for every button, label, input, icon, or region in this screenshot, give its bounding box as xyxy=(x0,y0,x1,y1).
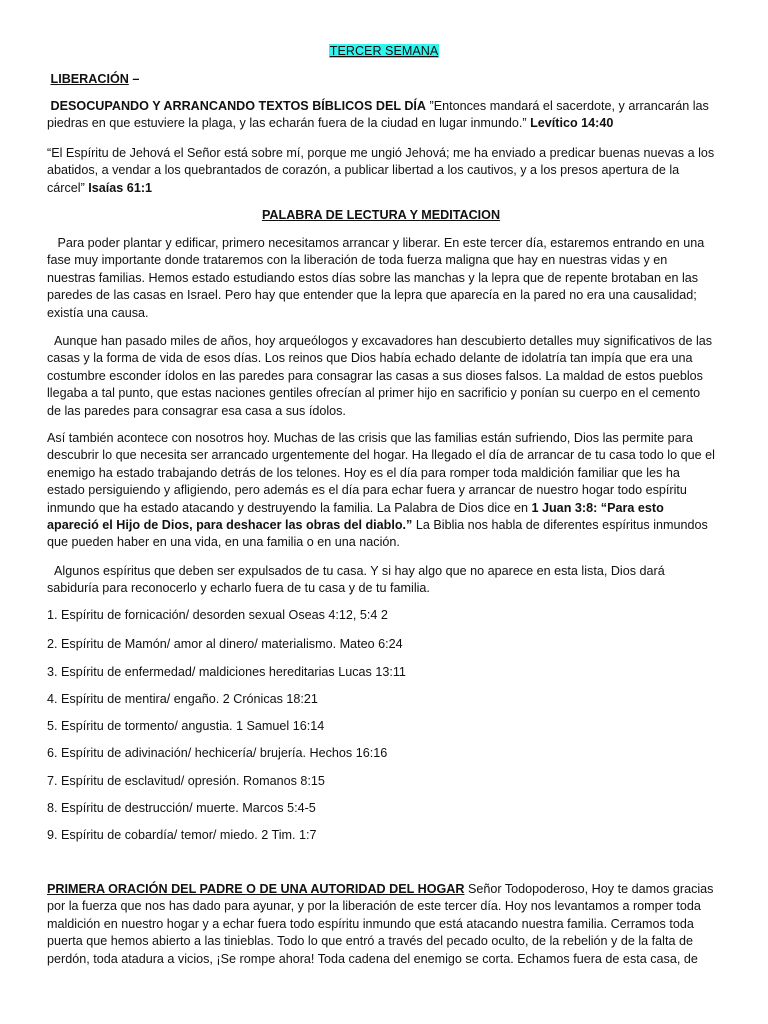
list-item: 6. Espíritu de adivinación/ hechicería/ brujería. Hechos 16:16 xyxy=(47,746,388,760)
liberacion-label: LIBERACIÓN xyxy=(50,72,129,86)
crisis-text-end: La Biblia nos habla de diferentes espíritus inmundos que pueden haber en una vida, en una familia o en una nación. xyxy=(47,518,708,550)
heading-liberacion xyxy=(47,71,715,88)
paragraph-crisis xyxy=(47,430,715,552)
paragraph-intro: Para poder plantar y edificar, primero necesitamos arrancar y liberar. En este tercer día, estaremos entrando en una fase muy importante donde trataremos con la liberación de toda fuerza maligna que hay en nuestras vidas y en nuestras familias. Hemos estado estudiando estos días sobre las manchas y la lepra que de repente brotaban en las paredes de las casas en Israel. Pero hay que entender que la lepra que aparecía en la pared no era una causalidad; existía una causa. xyxy=(47,236,708,320)
list-item: 4. Espíritu de mentira/ engaño. 2 Crónicas 18:21 xyxy=(47,692,318,706)
paragraph-prayer xyxy=(47,881,715,968)
liberacion-dash: – xyxy=(128,72,140,86)
subheading-text: PALABRA DE LECTURA Y MEDITACION xyxy=(261,208,501,222)
list-item: 7. Espíritu de esclavitud/ opresión. Romanos 8:15 xyxy=(47,774,325,788)
paragraph-archaeology: Aunque han pasado miles de años, hoy arqueólogos y excavadores han descubierto detalles muy significativos de las casas y la forma de vida de esos días. Los reinos que Dios había echado delante de idolatría tan impía que era una costumbre esconder ídolos en las paredes para consagrar las casas a sus dioses falsos. La maldad de estos pueblos llegaba a tal punto, que estas naciones gentiles ofrecían al primer hijo en sacrificio y ponían su cuerpo en el cemento de las paredes para consagrar esa casa a sus ídolos. xyxy=(47,334,716,418)
title-highlight: TERCER SEMANA xyxy=(329,44,439,58)
section-subheading xyxy=(47,207,715,224)
daily-texts-ref: Levítico 14:40 xyxy=(530,116,614,131)
daily-texts-quote: ”Entonces mandará el sacerdote, y arrancarán las piedras en que estuviere la plaga, y las echarán fuera de la ciudad en lugar inmundo.” xyxy=(47,99,709,131)
isaiah-ref: Isaías 61:1 xyxy=(88,180,153,195)
list-item: 3. Espíritu de enfermedad/ maldiciones hereditarias Lucas 13:11 xyxy=(47,665,406,679)
paragraph-spirits-intro: Algunos espíritus que deben ser expulsados de tu casa. Y si hay algo que no aparece en esta lista, Dios dará sabiduría para reconocerlo y echarlo fuera de tu casa y de tu familia. xyxy=(47,564,669,596)
crisis-text: Así también acontece con nosotros hoy. Muchas de las crisis que las familias están sufriendo, Dios las permite para descubrir lo que necesita ser arrancado urgentemente del hogar. Ha llegado el día de arrancar de tu casa todo lo que el enemigo ha estado trabajando detrás de los telones. Hoy es el día para romper toda maldición familiar que les ha estado persiguiendo y afligiendo, pero además es el día para echar fuera y arrancar de nuestro hogar todo espíritu inmundo que ha estado atacando y destruyendo la familia. La Palabra de Dios dice en xyxy=(47,431,715,515)
list-item: 5. Espíritu de tormento/ angustia. 1 Samuel 16:14 xyxy=(47,719,325,733)
list-item: 9. Espíritu de cobardía/ temor/ miedo. 2 Tim. 1:7 xyxy=(47,828,317,842)
list-item: 8. Espíritu de destrucción/ muerte. Marcos 5:4-5 xyxy=(47,801,316,815)
paragraph-daily-texts xyxy=(47,98,715,133)
daily-texts-heading: DESOCUPANDO Y ARRANCANDO TEXTOS BÍBLICOS DEL DÍA xyxy=(50,99,427,113)
list-item: 1. Espíritu de fornicación/ desorden sexual Oseas 4:12, 5:4 2 xyxy=(47,608,388,622)
crisis-verse: 1 Juan 3:8: “Para esto apareció el Hijo de Dios, para deshacer las obras del diablo.” xyxy=(47,500,664,533)
prayer-text: Señor Todopoderoso, Hoy te damos gracias por la fuerza que nos has dado para ayunar, y por la liberación de este tercer día. Hoy nos levantamos a romper toda maldición en nuestro hogar y a echar fuera todo espíritu inmundo que está atacando nuestra familia. Cerramos toda puerta que hemos abierto a las tinieblas. Todo lo que entró a través del pecado oculto, de la rebelión y de la falta de perdón, toda atadura a vicios, ¡Se rompe ahora! Toda cadena del enemigo se corta. Echamos fuera de esta casa, de xyxy=(47,882,714,966)
paragraph-isaiah xyxy=(47,145,715,197)
isaiah-quote: “El Espíritu de Jehová el Señor está sobre mí, porque me ungió Jehová; me ha enviado a predicar buenas nuevas a los abatidos, a vendar a los quebrantados de corazón, a publicar libertad a los cautivos, y a los presos apertura de la cárcel” xyxy=(47,146,715,195)
document-title xyxy=(0,43,768,60)
list-item: 2. Espíritu de Mamón/ amor al dinero/ materialismo. Mateo 6:24 xyxy=(47,637,403,651)
prayer-heading: PRIMERA ORACIÓN DEL PADRE O DE UNA AUTORIDAD DEL HOGAR xyxy=(47,882,465,896)
